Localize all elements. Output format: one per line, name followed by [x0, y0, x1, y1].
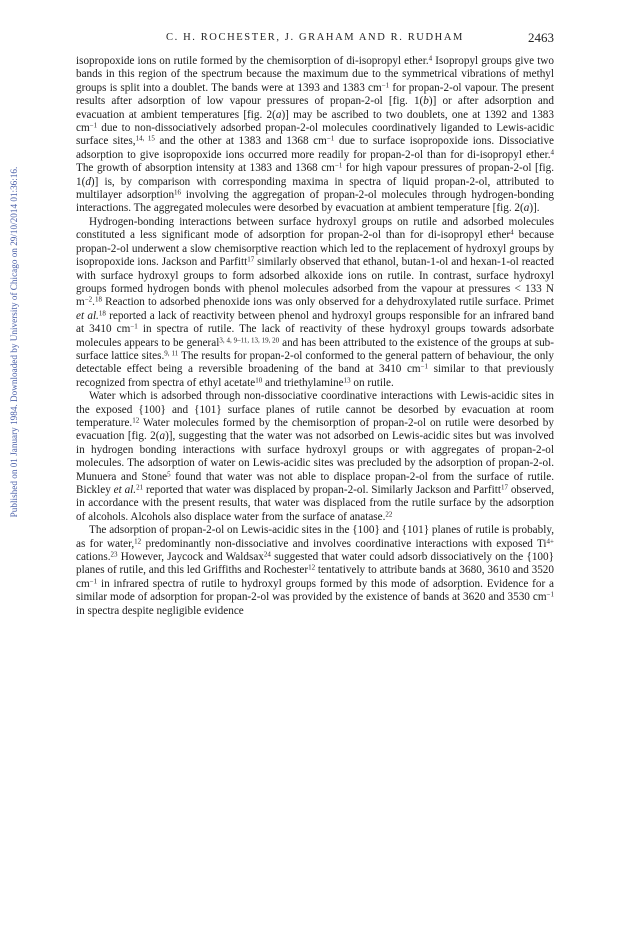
reference-superscript: 4	[428, 54, 433, 63]
italic-text: et al.	[76, 309, 99, 322]
reference-superscript: −1	[326, 134, 335, 143]
text-run: )] may be ascribed to two doublets, one at 1392 and 1383 cm	[76, 108, 554, 135]
reference-superscript: 18	[98, 309, 106, 318]
text-run: )] is, by comparison with corresponding maxima in spectra of liquid propan-2-ol, attributed to multilayer adsorption	[76, 175, 554, 202]
italic-text: a	[159, 430, 166, 443]
reference-superscript: −2	[84, 295, 93, 304]
reference-superscript: −1	[130, 322, 138, 331]
text-run: observed, in accordance with the present results, that water was displaced from the rutile surface by the adsorption of alcohols. Alcohols also displace water from the surface of anatase.	[76, 484, 555, 523]
reference-superscript: 4	[550, 148, 554, 157]
text-run: )] or after adsorption and evacuation at ambient temperatures [fig. 2(	[76, 95, 554, 121]
text-run: predominantly non-dissociative and involves coordinative interactions with exposed Ti	[141, 537, 547, 550]
page-number: 2463	[528, 30, 554, 45]
reference-superscript: 23	[110, 550, 118, 559]
paragraph-3	[76, 390, 554, 524]
text-run: reported a lack of reactivity between phenol and hydroxyl groups responsible for an infrared band at 3410 cm	[76, 309, 554, 336]
reference-superscript: 14, 15	[135, 134, 155, 143]
text-run: for propan-2-ol vapour. The present results after adsorption of low vapour pressures of propan-2-ol [fig. 1(	[76, 81, 554, 108]
text-run: Reaction to adsorbed phenoxide ions was only observed for a dehydroxylated rutile surface. Primet	[101, 296, 554, 309]
reference-superscript: −1	[420, 362, 429, 371]
article-body	[76, 55, 554, 618]
text-run: Water which is adsorbed through non-dissociative coordinative interactions with Lewis-acidic sites in the exposed {100} and {101} surface planes of rutile cannot be desorbed by evacuation at room temperature.	[76, 390, 554, 429]
italic-text: d	[85, 175, 91, 188]
reference-superscript: 17	[247, 255, 255, 264]
text-run: cations.	[76, 551, 111, 564]
reference-superscript: −1	[89, 577, 98, 586]
text-run: The growth of absorption intensity at 1383 and 1368 cm	[76, 162, 335, 175]
text-run: Hydrogen-bonding interactions between surface hydroxyl groups on rutile and adsorbed molecules constituted a less significant mode of adsorption for propan-2-ol than for di-isopropyl ether	[76, 215, 554, 242]
text-run: )].	[529, 202, 540, 215]
text-run: for high vapour pressures of propan-2-ol [fig. 1(	[76, 162, 554, 188]
text-run: The results for propan-2-ol conformed to the general pattern of behaviour, the only detectable effect being a reversible broadening of the band at 3410 cm	[76, 349, 555, 376]
text-run: Isopropyl groups give two bands in this region of the spectrum because the maximum due to the symmetrical vibrations of methyl groups is split into a doublet. The bands were at 1393 and 1383 cm	[76, 55, 554, 94]
text-run: due to surface isopropoxide ions. Dissociative adsorption to give isopropoxide ions occurred more readily for propan-2-ol than for di-isopropyl ether.	[76, 135, 555, 161]
reference-superscript: 4+	[546, 537, 554, 546]
running-head: C. H. ROCHESTER, J. GRAHAM AND R. RUDHAM	[166, 32, 464, 43]
text-run: .	[92, 296, 95, 309]
text-run: involving the aggregation of propan-2-ol molecules through hydrogen-bonding interactions. The aggregated molecules were desorbed by evacuation at ambient temperature [fig. 2(	[76, 189, 554, 215]
reference-superscript: 9, 11	[164, 349, 179, 358]
text-run: in spectra of rutile. The lack of reactivity of these hydroxyl groups towards adsorbate molecules appears to be general	[76, 323, 554, 349]
text-run: tentatively to attribute bands at 3680, 3610 and 3520 cm	[76, 564, 554, 590]
reference-superscript: −1	[334, 161, 343, 170]
italic-text: b	[423, 95, 429, 108]
reference-superscript: 12	[132, 416, 140, 425]
reference-superscript: −1	[381, 81, 390, 90]
reference-superscript: 3, 4, 9–11, 13, 19, 20	[219, 335, 280, 344]
reference-superscript: 24	[263, 550, 271, 559]
text-run: However, Jaycock and Waldsax	[117, 551, 264, 564]
reference-superscript: −1	[89, 121, 98, 130]
text-run: due to non-dissociatively adsorbed propan-2-ol molecules coordinatively liganded to Lewis-acidic surface sites,	[76, 122, 554, 148]
text-run: similar to that previously recognized from spectra of ethyl acetate	[76, 363, 554, 389]
reference-superscript: 5	[167, 470, 171, 478]
text-run: and has been attributed to the existence of the groups at sub-surface lattice sites.	[76, 336, 554, 362]
reference-superscript: 4	[510, 228, 514, 237]
download-watermark	[2, 42, 19, 622]
text-run: and the other at 1383 and 1368 cm	[154, 135, 327, 148]
text-run: in infrared spectra of rutile to hydroxyl groups formed by this mode of adsorption. Evidence for a similar mode of adsorption for propan-2-ol was provided by the existence of bands at 3620 and 3530 cm	[76, 577, 554, 604]
text-run: in spectra despite negligible evidence	[76, 604, 244, 617]
text-run: on rutile.	[350, 376, 394, 389]
page-header	[76, 30, 554, 48]
italic-text: a	[523, 202, 530, 215]
italic-text: a	[275, 108, 282, 121]
reference-superscript: 13	[343, 376, 351, 385]
text-run: Water molecules formed by the chemisorption of propan-2-ol on rutile were desorbed by evacuation [fig. 2(	[76, 416, 554, 443]
text-run: because propan-2-ol underwent a slow chemisorptive reaction which led to the replacement of hydroxyl groups by isopropoxide ions. Jackson and Parfitt	[76, 229, 554, 269]
reference-superscript: 12	[308, 563, 316, 572]
reference-superscript: 18	[94, 295, 102, 304]
paragraph-4	[76, 524, 554, 618]
text-run: found that water was not able to displace propan-2-ol from the surface of rutile. Bickley	[76, 470, 554, 496]
reference-superscript: −1	[546, 590, 554, 599]
text-run: )], suggesting that the water was not adsorbed on Lewis-acidic sites but was involved in hydrogen bonding interactions with surface hydroxyl groups or with aggregates of propan-2-ol molecules. The adsorption of water on Lewis-acidic sites was precluded by the adsorption of propan-2-ol. Munuera and Stone	[76, 430, 554, 483]
download-watermark-text[interactable]: Published on 01 January 1984. Downloaded by University of Chicago on 29/10/2014 01:36:16.	[9, 166, 19, 518]
reference-superscript: 17	[500, 483, 508, 492]
text-run: The adsorption of propan-2-ol on Lewis-acidic sites in the {100} and {101} planes of rutile is probably, as for water,	[76, 524, 554, 550]
text-run: isopropoxide ions on rutile formed by the chemisorption of di-isopropyl ether.	[76, 55, 429, 67]
italic-text: et al.	[113, 484, 137, 496]
text-run: similarly observed that ethanol, butan-1-ol and hexan-1-ol reacted with surface hydroxyl groups to form adsorbed alkoxide ions on rutile. In contrast, surface hydroxyl groups formed hydrogen bonds with phenol molecules adsorbed from the vapour at pressures < 133 N m	[76, 256, 554, 309]
reference-superscript: 16	[174, 188, 182, 197]
reference-superscript: 21	[136, 483, 144, 492]
paragraph-2	[76, 216, 554, 390]
paragraph-1	[76, 55, 554, 216]
reference-superscript: 10	[255, 376, 263, 385]
text-run: reported that water was displaced by propan-2-ol. Similarly Jackson and Parfitt	[143, 484, 501, 496]
text-run: and triethylamine	[262, 376, 344, 389]
text-run: suggested that water could adsorb dissociatively on the {100} planes of rutile, and this led Griffiths and Rochester	[76, 551, 554, 577]
reference-superscript: 12	[134, 537, 142, 546]
reference-superscript: 22	[385, 510, 393, 519]
